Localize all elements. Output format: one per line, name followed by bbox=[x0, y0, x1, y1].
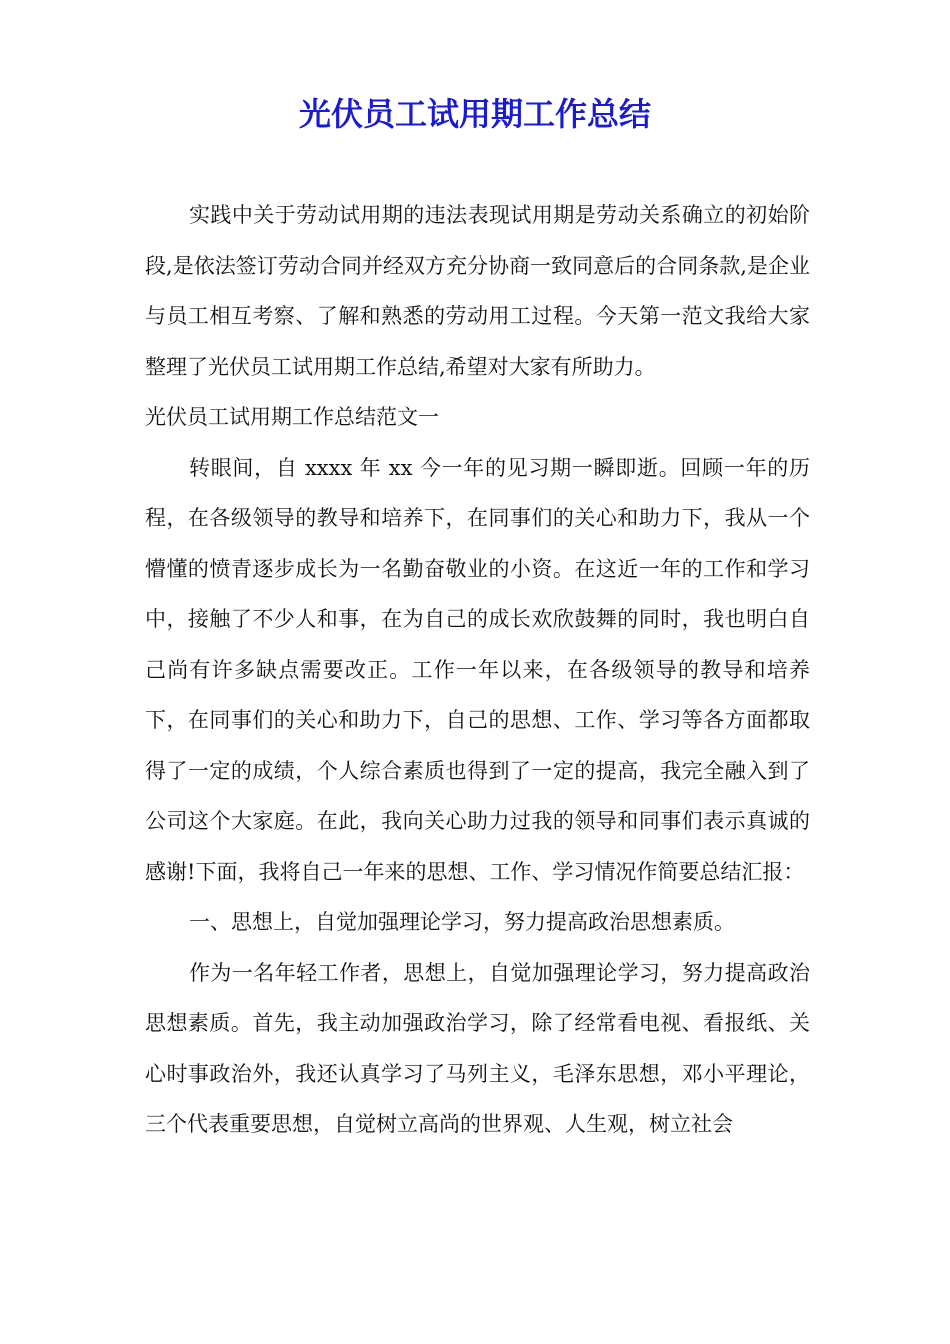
paragraph-section-heading: 光伏员工试用期工作总结范文一 bbox=[145, 405, 439, 429]
document-title: 光伏员工试用期工作总结 bbox=[298, 95, 651, 133]
paragraph-point-one: 一、思想上，自觉加强理论学习，努力提高政治思想素质。 bbox=[189, 910, 735, 934]
paragraph-review: 转眼间，自 xxxx 年 xx 今一年的见习期一瞬即逝。回顾一年的历程，在各级领导的教导和培养下，在同事们的关心和助力下，我从一个懵懂的愤青逐步成长为一名勤奋敬业的小资。在这近一年的工作和学习中，接触了不少人和事，在为自己的成长欢欣鼓舞的同时，我也明白自己尚有许多缺点需要改正。工作一年以来，在各级领导的教导和培养下，在同事们的关心和助力下，自己的思想、工作、学习等各方面都取得了一定的成绩，个人综合素质也得到了一定的提高，我完全融入到了公司这个大家庭。在此，我向关心助力过我的领导和同事们表示真诚的感谢!下面，我将自己一年来的思想、工作、学习情况作简要总结汇报： bbox=[145, 455, 810, 884]
document-body bbox=[145, 190, 810, 1150]
paragraph-point-one-detail: 作为一名年轻工作者，思想上，自觉加强理论学习，努力提高政治思想素质。首先，我主动加强政治学习，除了经常看电视、看报纸、关心时事政治外，我还认真学习了马列主义，毛泽东思想，邓小平理论，三个代表重要思想，自觉树立高尚的世界观、人生观，树立社会 bbox=[145, 960, 810, 1136]
paragraph-intro: 实践中关于劳动试用期的违法表现试用期是劳动关系确立的初始阶段,是依法签订劳动合同并经双方充分协商一致同意后的合同条款,是企业与员工相互考察、了解和熟悉的劳动用工过程。今天第一范文我给大家整理了光伏员工试用期工作总结,希望对大家有所助力。 bbox=[145, 203, 810, 379]
